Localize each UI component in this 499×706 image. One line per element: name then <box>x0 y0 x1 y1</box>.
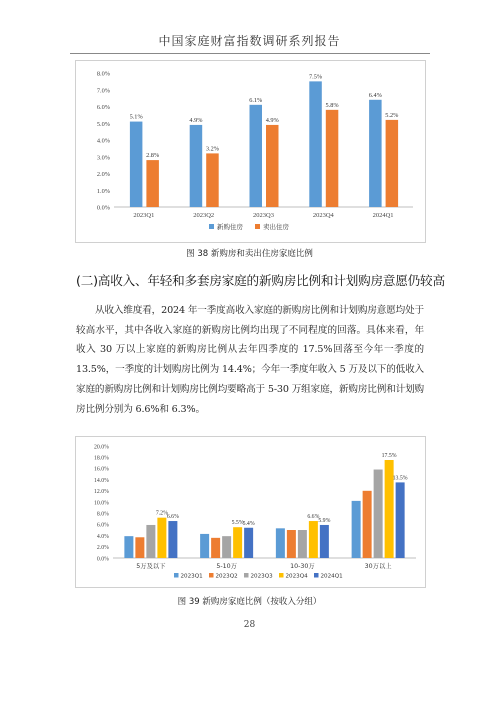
legend-swatch-2023Q3 <box>244 573 249 578</box>
y-tick-label: 4.0% <box>96 533 109 540</box>
x-tick-label: 30万以上 <box>364 563 392 570</box>
bar-卖出住房 <box>266 125 279 207</box>
bar-2024Q1 <box>244 528 253 558</box>
y-tick-label: 3.0% <box>96 154 110 162</box>
legend-swatch-新购住房 <box>209 224 214 229</box>
bar-新购住房 <box>309 81 322 207</box>
legend-swatch-2023Q1 <box>174 573 179 578</box>
legend-swatch-2023Q2 <box>209 573 214 578</box>
data-label: 4.9% <box>189 116 203 124</box>
legend-swatch-2024Q1 <box>314 573 319 578</box>
bar-2024Q1 <box>320 525 329 558</box>
y-tick-label: 6.0% <box>96 522 109 529</box>
data-label: 6.6% <box>166 514 179 521</box>
section-heading: (二)高收入、年轻和多套房家庭的新购房比例和计划购房意愿仍较高 <box>76 273 445 288</box>
bar-2023Q3 <box>374 470 383 558</box>
x-tick-label: 2023Q4 <box>312 212 334 219</box>
bar-新购住房 <box>130 122 143 207</box>
bar-新购住房 <box>190 125 203 207</box>
figure-39-caption: 图 39 新购房家庭比例（按收入分组） <box>177 597 322 607</box>
bar-2023Q2 <box>363 491 372 558</box>
bar-2024Q1 <box>396 482 405 558</box>
data-label: 4.9% <box>265 116 279 124</box>
report-header-title: 中国家庭财富指数调研系列报告 <box>158 34 341 48</box>
x-tick-label: 2023Q2 <box>193 212 215 219</box>
y-tick-label: 0.0% <box>96 556 109 563</box>
y-tick-label: 0.0% <box>96 204 110 212</box>
y-tick-label: 5.0% <box>96 120 110 128</box>
data-label: 5.9% <box>318 517 331 524</box>
bar-新购住房 <box>369 100 382 207</box>
y-tick-label: 6.0% <box>96 104 110 111</box>
y-tick-label: 16.0% <box>94 466 109 473</box>
bar-卖出住房 <box>326 110 339 207</box>
legend-swatch-2023Q4 <box>279 573 284 578</box>
y-tick-label: 20.0% <box>94 444 109 451</box>
bar-2023Q2 <box>287 530 296 558</box>
legend-swatch-卖出住房 <box>255 224 260 229</box>
bar-2023Q1 <box>124 536 133 558</box>
header-rule <box>70 53 430 54</box>
bar-2023Q1 <box>352 501 361 558</box>
y-tick-label: 1.0% <box>96 187 110 195</box>
bar-2023Q4 <box>233 527 242 558</box>
bar-2023Q2 <box>211 538 220 558</box>
bar-2023Q3 <box>146 525 155 558</box>
figure-38-caption: 图 38 新购房和卖出住房家庭比例 <box>186 249 313 259</box>
x-tick-label: 5-10万 <box>216 563 237 570</box>
legend-label: 2023Q1 <box>180 573 203 580</box>
bar-2023Q4 <box>157 518 166 558</box>
figure-38-chart <box>76 61 425 242</box>
figure-39-chart <box>76 437 425 587</box>
data-label: 7.2% <box>155 510 168 517</box>
x-tick-label: 5万及以下 <box>136 563 166 570</box>
data-label: 7.5% <box>308 73 323 81</box>
figure-38-chart-frame <box>75 60 426 243</box>
y-tick-label: 12.0% <box>94 489 109 496</box>
y-tick-label: 7.0% <box>96 87 110 95</box>
data-label: 5.8% <box>325 101 339 109</box>
data-label: 13.5% <box>392 475 408 482</box>
legend-label: 2023Q3 <box>250 573 273 580</box>
bar-卖出住房 <box>146 160 159 207</box>
page-number: 28 <box>243 620 256 630</box>
y-tick-label: 18.0% <box>94 455 109 462</box>
data-label: 5.5% <box>231 520 244 527</box>
x-tick-label: 2024Q1 <box>372 212 394 219</box>
legend-label: 卖出住房 <box>263 223 289 231</box>
data-label: 6.1% <box>249 96 263 104</box>
bar-2023Q1 <box>200 534 209 558</box>
y-tick-label: 2.0% <box>96 545 109 552</box>
bar-2023Q4 <box>309 521 318 558</box>
legend-label: 2023Q4 <box>285 573 308 580</box>
data-label: 5.1% <box>129 113 143 121</box>
data-label: 2.8% <box>146 152 160 160</box>
x-tick-label: 2023Q1 <box>133 212 155 219</box>
y-tick-label: 2.0% <box>96 171 110 178</box>
figure-39-chart-frame <box>75 436 426 588</box>
y-tick-label: 8.0% <box>96 70 110 78</box>
data-label: 6.4% <box>368 91 382 99</box>
bar-2023Q3 <box>298 530 307 558</box>
body-paragraph-text: 从收入维度看，2024 年一季度高收入家庭的新购房比例和计划购房意愿均处于较高水平，其中各收入家庭的新购房比例均出现了不同程度的回落。具体来看，年收入 30 万以上家庭的新购房比例从去年四季度的 17.5%回落至今年一季度的 13.5%，一季度的计划购房比例为 14.4%；今年一季度年收入 5 万及以下的低收入家庭的新购房比例和计划购房比例均要略高于 5-30 万组家庭，新购房比例和计划购房比例分别为 6.6%和 6.3%。 <box>76 305 424 415</box>
body-paragraph <box>76 301 424 419</box>
x-tick-label: 2023Q3 <box>253 212 274 219</box>
y-tick-label: 4.0% <box>96 137 110 145</box>
bar-2023Q2 <box>135 537 144 558</box>
bar-卖出住房 <box>206 153 219 207</box>
bar-2023Q3 <box>222 536 231 558</box>
legend-label: 2024Q1 <box>320 573 343 580</box>
y-tick-label: 8.0% <box>96 511 109 518</box>
bar-2023Q1 <box>276 528 285 558</box>
data-label: 6.6% <box>307 514 320 521</box>
data-label: 5.2% <box>385 111 399 119</box>
data-label: 17.5% <box>381 453 397 459</box>
bar-2024Q1 <box>168 521 177 558</box>
bar-卖出住房 <box>386 120 399 207</box>
bar-新购住房 <box>250 105 263 207</box>
x-tick-label: 10-30万 <box>290 563 315 570</box>
legend-label: 新购住房 <box>217 223 243 231</box>
y-tick-label: 10.0% <box>94 500 109 507</box>
data-label: 3.2% <box>205 145 220 153</box>
data-label: 5.4% <box>242 520 255 527</box>
legend-label: 2023Q2 <box>215 573 238 580</box>
y-tick-label: 14.0% <box>94 477 109 484</box>
